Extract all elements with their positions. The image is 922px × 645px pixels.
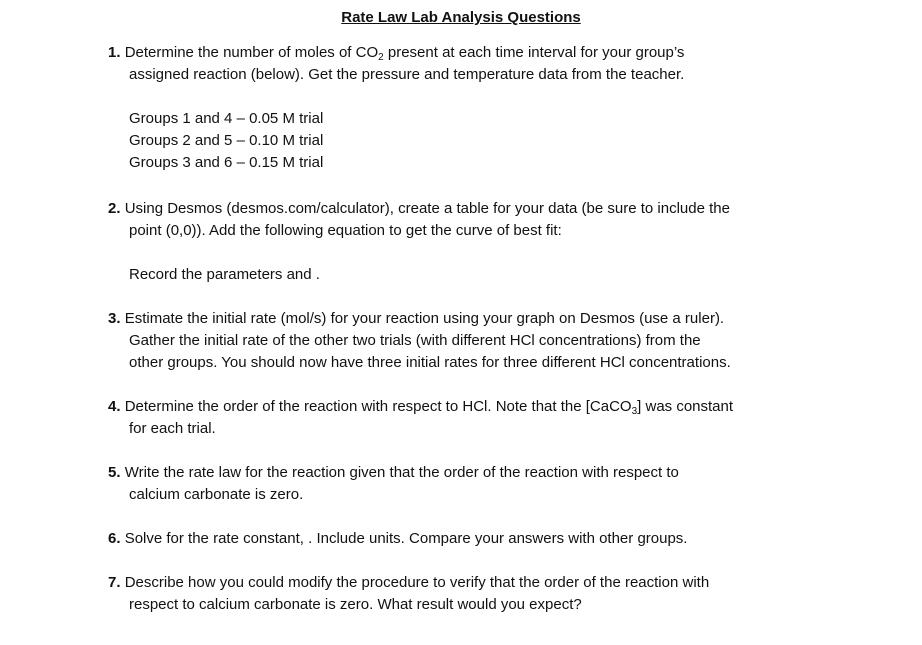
question-1-subscript: 2 — [378, 52, 384, 63]
question-3-text: Estimate the initial rate (mol/s) for your reaction using your graph on Desmos (use a ruler). — [124, 310, 725, 327]
question-2-line-1 — [108, 198, 828, 220]
question-2-text: Using Desmos (desmos.com/calculator), create a table for your data (be sure to include the — [124, 200, 730, 217]
question-7-line-2: respect to calcium carbonate is zero. What result would you expect? — [129, 596, 582, 613]
question-1-text-b: present at each time interval for your group’s — [383, 44, 685, 61]
question-5 — [108, 462, 828, 506]
question-4-text-b: ] was constant — [637, 398, 734, 415]
question-1-line-1 — [108, 42, 828, 64]
group-item-3: Groups 3 and 6 – 0.15 M trial — [129, 154, 324, 171]
question-2-line-2: point (0,0)). Add the following equation to get the curve of best fit: — [129, 222, 562, 239]
question-3-number: 3. — [108, 310, 121, 327]
question-4-number: 4. — [108, 398, 121, 415]
group-item-2: Groups 2 and 5 – 0.10 M trial — [129, 132, 324, 149]
groups-list — [129, 108, 809, 174]
question-1-line-2: assigned reaction (below). Get the pressure and temperature data from the teacher. — [129, 66, 685, 83]
question-2 — [108, 198, 828, 242]
question-6 — [108, 528, 828, 550]
question-4-text-a: Determine the order of the reaction with respect to HCl. Note that the [CaCO — [124, 398, 632, 415]
question-6-text: Solve for the rate constant, . Include units. Compare your answers with other groups. — [124, 530, 688, 547]
group-item-1: Groups 1 and 4 – 0.05 M trial — [129, 110, 324, 127]
question-5-line-1 — [108, 462, 828, 484]
question-6-line-1 — [108, 528, 828, 550]
question-4-line-1 — [108, 396, 828, 418]
question-7 — [108, 572, 828, 616]
question-4-subscript: 3 — [631, 406, 638, 417]
question-7-text: Describe how you could modify the procedure to verify that the order of the reaction with — [124, 574, 710, 591]
question-5-line-2: calcium carbonate is zero. — [129, 486, 304, 503]
question-5-number: 5. — [108, 464, 121, 481]
question-1 — [108, 42, 828, 86]
question-4-line-2: for each trial. — [129, 420, 216, 437]
page-title: Rate Law Lab Analysis Questions — [341, 9, 581, 26]
question-1-text-a: Determine the number of moles of CO — [124, 44, 379, 61]
question-7-number: 7. — [108, 574, 121, 591]
question-4 — [108, 396, 828, 440]
record-parameters — [129, 264, 809, 286]
question-1-number: 1. — [108, 44, 121, 61]
question-5-text: Write the rate law for the reaction given that the order of the reaction with respect to — [124, 464, 679, 481]
question-7-line-1 — [108, 572, 828, 594]
question-3-line-1 — [108, 308, 828, 330]
question-3-line-2: Gather the initial rate of the other two trials (with different HCl concentrations) from the — [129, 332, 701, 349]
question-3-line-3: other groups. You should now have three initial rates for three different HCl concentrations. — [129, 354, 731, 371]
question-2-number: 2. — [108, 200, 121, 217]
question-3 — [108, 308, 828, 374]
question-6-number: 6. — [108, 530, 121, 547]
record-parameters-text: Record the parameters and . — [129, 266, 320, 283]
